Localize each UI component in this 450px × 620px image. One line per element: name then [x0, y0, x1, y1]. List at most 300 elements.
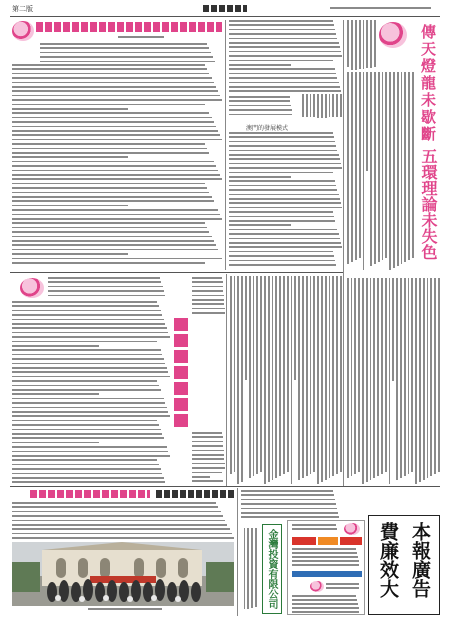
text-line [12, 468, 161, 470]
text-line [12, 214, 220, 216]
middle-right-body [346, 278, 440, 484]
text-line [12, 314, 162, 316]
text-line [12, 506, 218, 508]
text-line [229, 260, 335, 262]
house-ad-line-1: 本報廣告 [409, 522, 431, 598]
text-line [12, 327, 167, 329]
text-line [229, 105, 291, 107]
section-rule [10, 272, 343, 273]
text-column [382, 72, 384, 260]
text-column [249, 276, 251, 478]
text-line [12, 183, 205, 185]
text-line [229, 185, 336, 187]
text-line [192, 458, 224, 460]
text-line [192, 450, 224, 452]
text-line [229, 82, 339, 84]
text-column [283, 276, 285, 474]
text-line [192, 290, 223, 292]
text-column [366, 72, 368, 171]
top-center-note [300, 94, 342, 118]
text-line [12, 249, 218, 251]
text-line [229, 109, 292, 111]
text-line [292, 603, 358, 605]
text-column [378, 72, 380, 262]
text-line [12, 95, 220, 97]
text-line [12, 520, 225, 522]
text-line [192, 463, 225, 465]
text-column [255, 528, 257, 607]
text-line [12, 244, 216, 246]
top-left-byline [118, 36, 168, 40]
text-line [12, 99, 222, 101]
text-line [118, 36, 164, 38]
text-column [287, 276, 289, 472]
text-line [229, 64, 291, 66]
text-column [392, 278, 394, 381]
text-line [12, 301, 157, 303]
text-line [40, 47, 209, 49]
column-divider [237, 488, 238, 616]
text-column [241, 276, 243, 482]
text-column [393, 72, 395, 268]
text-line [292, 548, 356, 550]
text-line [48, 286, 163, 288]
text-column [408, 72, 410, 260]
text-column [374, 20, 376, 67]
text-column [351, 72, 353, 262]
text-line [192, 432, 222, 434]
text-line [229, 224, 291, 226]
text-line [192, 467, 225, 469]
text-column [329, 276, 331, 478]
text-line [292, 564, 359, 566]
text-line [12, 196, 212, 198]
text-line [12, 336, 170, 338]
text-column [351, 20, 353, 70]
bottom-headline [30, 490, 150, 498]
text-line [229, 220, 335, 222]
text-column [412, 72, 414, 258]
text-line [229, 202, 341, 204]
section-rule [10, 486, 440, 487]
text-line [12, 258, 222, 260]
text-line [12, 477, 164, 479]
text-column [260, 276, 262, 472]
text-column [321, 94, 323, 118]
text-line [12, 73, 209, 75]
text-line [12, 411, 168, 413]
text-line [229, 229, 337, 231]
text-line [229, 216, 334, 218]
text-line [12, 323, 165, 325]
text-line [241, 499, 335, 501]
clinic-ad-strip [292, 571, 362, 577]
text-column [385, 278, 387, 472]
text-line [12, 402, 165, 404]
text-line [12, 389, 161, 391]
text-column [427, 278, 429, 478]
text-column [336, 276, 338, 474]
text-column [317, 276, 319, 484]
text-line [12, 528, 230, 530]
text-line [192, 472, 222, 474]
text-line [12, 161, 214, 163]
text-line [12, 455, 170, 457]
text-line [229, 77, 337, 79]
text-line [229, 198, 340, 200]
column-divider [225, 20, 226, 270]
column-logo-icon [379, 22, 407, 48]
text-line [12, 126, 216, 128]
text-line [241, 516, 339, 518]
text-line [12, 393, 99, 395]
text-line [12, 481, 165, 483]
text-line [229, 145, 336, 147]
text-line [229, 38, 337, 40]
text-line [229, 233, 339, 235]
text-line [12, 200, 214, 202]
text-column [415, 278, 417, 484]
right-headline-line-1: 傳天燈龍未歇斷 [419, 24, 437, 143]
text-column [408, 278, 410, 474]
text-line [12, 415, 170, 417]
text-column [385, 72, 387, 258]
text-column [340, 94, 342, 117]
text-line [12, 240, 214, 242]
text-line [229, 100, 290, 102]
text-line [241, 508, 337, 510]
text-line [229, 246, 342, 248]
text-line [12, 319, 164, 321]
text-column [310, 276, 312, 474]
text-line [292, 599, 357, 601]
right-headline-line-2: 五環理論未失色 [419, 148, 438, 260]
text-line [12, 310, 161, 312]
header-rule [10, 16, 440, 17]
text-column [347, 20, 349, 67]
text-column [373, 278, 375, 478]
text-line [12, 178, 222, 180]
text-line [12, 143, 205, 145]
text-line [12, 305, 159, 307]
text-line [229, 136, 334, 138]
text-column [423, 278, 425, 480]
text-line [12, 459, 157, 461]
text-line [48, 281, 161, 283]
text-line [12, 537, 234, 539]
text-line [192, 476, 210, 478]
text-line [292, 556, 358, 558]
page-label: 第二版 [12, 5, 33, 13]
text-line [12, 341, 157, 343]
text-line [12, 515, 223, 517]
text-line [48, 295, 165, 297]
text-line [229, 33, 336, 35]
text-line [192, 295, 224, 297]
text-line [12, 170, 218, 172]
text-line [12, 367, 167, 369]
text-line [12, 82, 214, 84]
text-line [229, 68, 335, 70]
text-column [268, 276, 270, 482]
text-line [229, 255, 334, 257]
text-column [306, 94, 308, 117]
text-line [12, 112, 209, 114]
text-line [12, 451, 168, 453]
clinic-ad [287, 520, 365, 615]
text-line [229, 73, 336, 75]
text-column [354, 278, 356, 474]
text-column [317, 94, 319, 118]
text-column [291, 276, 293, 484]
company-ad-name: 金灣投資有限公司 [262, 524, 282, 614]
text-column [359, 20, 361, 69]
text-line [12, 398, 164, 400]
text-line [229, 51, 341, 53]
text-line [12, 130, 218, 132]
text-column [381, 278, 383, 474]
text-line [12, 524, 227, 526]
text-line [292, 611, 359, 613]
text-line [292, 607, 359, 609]
text-line [229, 176, 291, 178]
text-column [234, 276, 236, 472]
bottom-left-body [12, 502, 234, 540]
text-line [192, 436, 223, 438]
text-column [230, 276, 232, 474]
text-line [12, 442, 99, 444]
text-column [366, 20, 368, 68]
text-column [336, 94, 338, 117]
text-line [192, 308, 225, 310]
text-line [12, 64, 205, 66]
text-line [229, 180, 335, 182]
text-line [229, 86, 340, 88]
text-line [12, 152, 209, 154]
text-column [256, 276, 258, 474]
sports-logo-icon [12, 21, 34, 41]
text-line [241, 490, 333, 492]
masthead-title [203, 5, 247, 12]
text-column [313, 276, 315, 472]
text-line [12, 262, 205, 264]
text-line [48, 290, 164, 292]
text-line [12, 104, 205, 106]
text-line [192, 286, 223, 288]
text-line [229, 60, 333, 62]
middle-left-lead [48, 277, 170, 299]
text-column [374, 72, 376, 264]
text-line [241, 512, 338, 514]
text-line [12, 502, 216, 504]
text-line [12, 174, 220, 176]
text-column [370, 20, 372, 68]
clinic-ad-badge [292, 537, 316, 545]
text-line [12, 117, 212, 119]
text-column [411, 278, 413, 472]
middle-left-body-2 [192, 277, 225, 315]
text-line [229, 211, 333, 213]
text-line [12, 363, 165, 365]
top-center-body-2 [229, 96, 295, 118]
text-line [40, 43, 207, 45]
text-line [229, 46, 340, 48]
text-line [192, 445, 223, 447]
text-column [313, 94, 315, 117]
text-line [292, 524, 336, 526]
text-line [12, 433, 162, 435]
middle-left-body [12, 301, 170, 484]
clinic-logo-icon [344, 523, 360, 535]
text-line [192, 454, 224, 456]
text-line [192, 277, 222, 279]
text-line [12, 121, 214, 123]
text-line [12, 134, 220, 136]
text-line [229, 96, 290, 98]
text-line [12, 231, 209, 233]
top-right-intro [346, 20, 376, 70]
text-line [326, 587, 359, 589]
text-line [12, 429, 161, 431]
text-column [404, 278, 406, 476]
text-column [362, 278, 364, 484]
top-left-lead [40, 43, 222, 63]
text-line [292, 528, 337, 530]
text-line [40, 61, 215, 63]
house-ad [368, 515, 440, 615]
text-line [12, 209, 218, 211]
text-line [241, 494, 334, 496]
text-line [12, 222, 205, 224]
text-line [229, 24, 334, 26]
text-column [355, 72, 357, 260]
text-line [12, 464, 159, 466]
text-line [12, 86, 216, 88]
text-column [347, 278, 349, 478]
clinic-ad-badge [340, 537, 362, 545]
text-line [229, 207, 342, 209]
text-line [229, 163, 341, 165]
text-column [245, 276, 247, 380]
text-column [358, 278, 360, 472]
text-column [404, 72, 406, 262]
text-column [321, 276, 323, 482]
text-column [400, 278, 402, 478]
text-line [192, 299, 224, 301]
column-divider [226, 274, 227, 486]
text-column [370, 72, 372, 266]
text-line [12, 473, 162, 475]
text-column [419, 278, 421, 482]
text-column [237, 276, 239, 484]
text-line [12, 376, 170, 378]
text-column [302, 276, 304, 478]
text-column [253, 276, 255, 476]
event-photo [12, 542, 234, 606]
text-column [251, 528, 253, 608]
text-line [12, 236, 212, 238]
text-column [401, 72, 403, 264]
text-line [229, 158, 340, 160]
clinic-ad-title [292, 524, 340, 532]
text-column [329, 94, 331, 117]
text-line [330, 7, 431, 9]
text-line [229, 114, 292, 116]
text-line [192, 303, 224, 305]
text-column [366, 278, 368, 482]
text-line [88, 608, 162, 610]
text-line [12, 385, 159, 387]
text-column [389, 72, 391, 270]
text-column [359, 72, 361, 258]
clinic-ad-subtitle [326, 583, 362, 591]
column-divider [343, 20, 344, 486]
text-column [247, 528, 249, 609]
company-phone [243, 528, 257, 612]
text-column [264, 276, 266, 484]
text-line [229, 90, 341, 92]
text-column [325, 276, 327, 480]
text-column [310, 94, 312, 117]
text-column [332, 94, 334, 117]
bottom-center-body [241, 490, 341, 520]
text-line [229, 150, 337, 152]
top-right-body [346, 72, 414, 270]
text-line [12, 407, 167, 409]
top-left-headline [36, 22, 222, 32]
text-column [363, 20, 365, 69]
house-ad-line-2: 費廉效大 [377, 522, 399, 598]
text-column [302, 94, 304, 117]
text-line [229, 20, 333, 22]
text-line [48, 277, 160, 279]
top-center-body [229, 20, 342, 92]
text-line [12, 424, 159, 426]
text-line [12, 420, 157, 422]
center-subhead: 澳門的發展模式 [246, 125, 289, 132]
text-line [229, 141, 335, 143]
text-column [306, 276, 308, 476]
text-line [12, 437, 164, 439]
text-line [12, 358, 164, 360]
middle-center-body [229, 276, 342, 484]
text-line [192, 312, 225, 314]
text-line [12, 90, 218, 92]
bottom-headline-tail [156, 490, 234, 498]
text-line [229, 167, 342, 169]
text-line [292, 595, 356, 597]
text-line [229, 55, 342, 57]
text-line [40, 52, 211, 54]
text-column [389, 278, 391, 484]
text-line [40, 56, 213, 58]
text-line [12, 148, 207, 150]
health-logo-icon [20, 278, 44, 298]
text-line [229, 172, 333, 174]
text-line [229, 242, 341, 244]
text-line [12, 68, 207, 70]
text-column [294, 276, 296, 380]
text-line [12, 380, 157, 382]
text-line [292, 560, 359, 562]
text-line [12, 165, 216, 167]
text-line [12, 192, 209, 194]
text-line [12, 253, 128, 255]
text-line [12, 511, 221, 513]
text-column [396, 278, 398, 480]
text-column [325, 94, 327, 118]
text-line [12, 345, 99, 347]
